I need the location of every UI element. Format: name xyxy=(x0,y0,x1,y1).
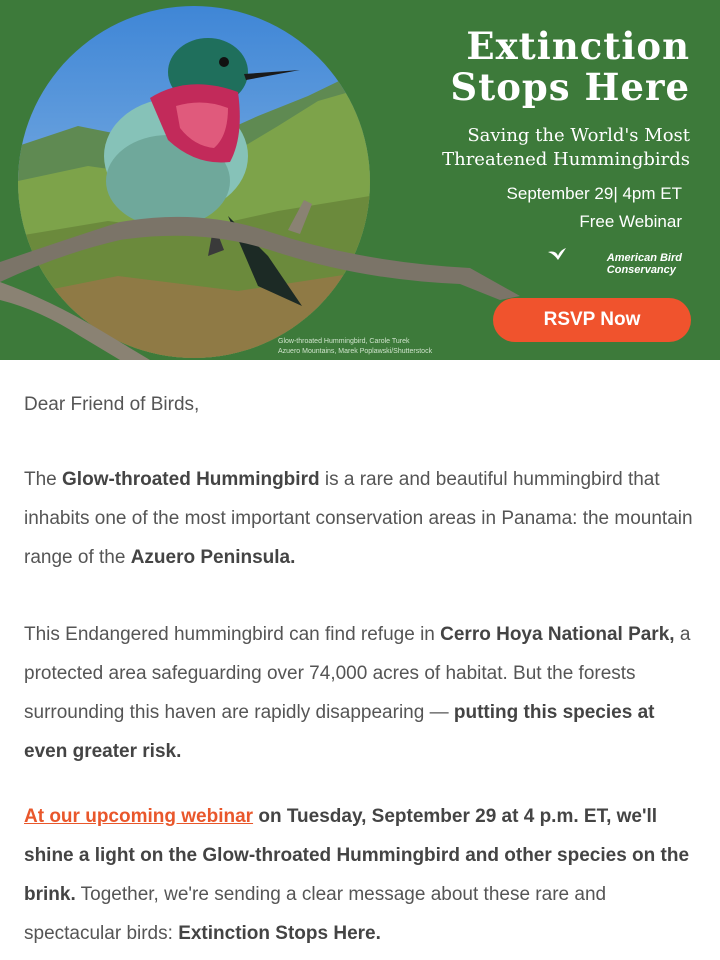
webinar-link[interactable]: At our upcoming webinar xyxy=(24,806,254,827)
event-date: September 29| 4pm ET xyxy=(506,184,682,203)
email-body xyxy=(0,392,720,953)
paragraph-1: The Glow-throated Hummingbird is a rare and beautiful hummingbird that inhabits one of the most important conservation areas in Panama: the mountain range of the Azuero Peninsula. xyxy=(24,469,693,568)
paragraph-2: This Endangered hummingbird can find refuge in Cerro Hoya National Park, a protected area safeguarding over 74,000 acres of habitat. But the forests surrounding this haven are rapidly disappearing — putting this species at even greater risk. xyxy=(24,624,691,762)
photo-credit: Glow-throated Hummingbird, Carole Turek Azuero Mountains, Marek Poplawski/Shutterstock xyxy=(278,338,433,355)
logo-text: American Bird Conservancy xyxy=(606,252,682,276)
paragraph-3: At our upcoming webinar on Tuesday, September 29 at 4 p.m. ET, we'll shine a light on the Glow-throated Hummingbird and other species on the brink. Together, we're sending a clear message about these rare and spectacular birds: Extinction Stops Here. xyxy=(24,806,690,944)
banner-subtitle: Saving the World's Most Threatened Hummingbirds xyxy=(442,125,690,170)
bird-icon xyxy=(548,248,566,269)
rsvp-button[interactable]: RSVP Now xyxy=(493,298,691,342)
banner-title: Extinction Stops Here xyxy=(450,24,690,109)
greeting: Dear Friend of Birds, xyxy=(24,394,200,415)
event-type: Free Webinar xyxy=(579,212,682,231)
hero-banner xyxy=(0,0,720,360)
abc-logo xyxy=(532,246,682,282)
